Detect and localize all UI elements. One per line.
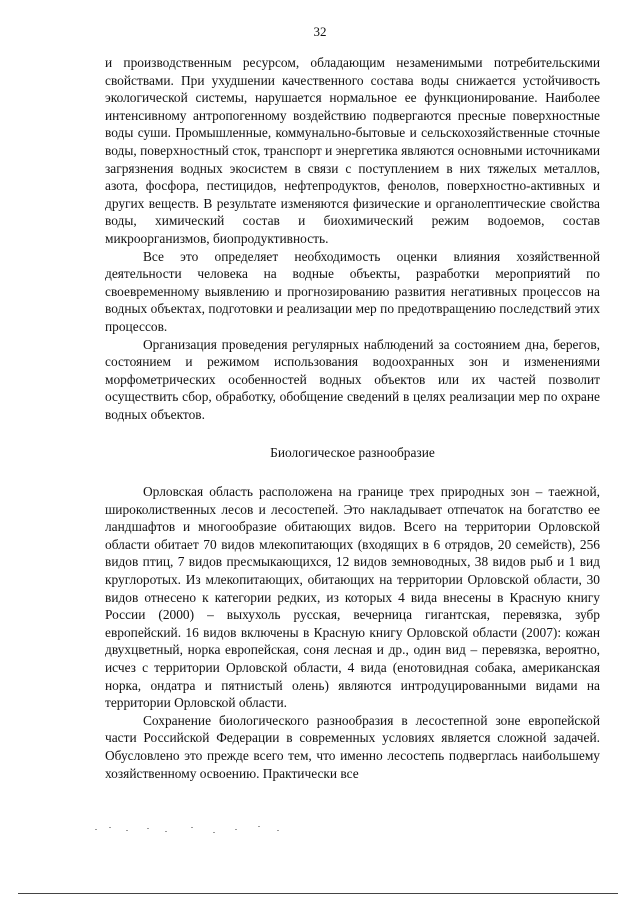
page-number: 32	[313, 24, 327, 39]
footer-rule	[18, 893, 618, 894]
scan-noise	[95, 826, 295, 834]
paragraph-biodiversity: Орловская область расположена на границе трех природных зон – таежной, широколиственных лесов и лесостепей. Это накладывает отпечаток на богатство ее ландшафтов и многообразие обитающих видов. Всего на территории Орловской области обитает 70 видов млекопитающих (входящих в 6 отрядов, 20 семейств), 256 видов птиц, 7 видов пресмыкающихся, 12 видов земноводных, 38 видов рыб и 1 вид круглоротых. Из млекопитающих, обитающих на территории Орловской области, 30 видов отнесено к категории редких, из которых 4 вида внесены в Красную книгу России (2000) – выхухоль русская, вечерница гигантская, перевязка, зубр европейский. 16 видов включены в Красную книгу Орловской области (2007): кожан двухцветный, норка европейская, соня лесная и др., один вид – перевязка, вероятно, исчез с территории Орловской области, 4 вида (енотовидная собака, американская норка, ондатра и пятнистый олень) являются интродуцированными видами на территории Орловской области.	[105, 484, 600, 711]
paragraph-monitoring: Организация проведения регулярных наблюдений за состоянием дна, берегов, состоянием и режимом использования водоохранных зон и изменениями морфометрических особенностей водных объектов или их частей позволит осуществить сбор, обработку, обобщение сведений в целях реализации мер по охране водных объектов.	[105, 336, 600, 422]
paragraph-water-pollution: и производственным ресурсом, обладающим незаменимыми потребительскими свойствами. При ухудшении качественного состава воды снижается устойчивость экологической системы, нарушается нормальное ее функционирование. Наиболее интенсивному антропогенному воздействию подвергаются пресные поверхностные воды суши. Промышленные, коммунально-бытовые и сельскохозяйственные сточные воды, поверхностный сток, транспорт и энергетика являются основными источниками загрязнения водных экосистем в связи с поступлением в них тяжелых металлов, азота, фосфора, пестицидов, нефтепродуктов, фенолов, поверхностно-активных и других веществ. В результате изменяются физические и органолептические свойства воды, химический состав и биохимический режим водоемов, состав микроорганизмов, биопродуктивность.	[105, 55, 600, 246]
page-body	[105, 54, 600, 782]
section-heading: Биологическое разнообразие	[270, 445, 435, 461]
paragraph-conservation: Сохранение биологического разнообразия в лесостепной зоне европейской части Российской Федерации в современных условиях является сложной задачей. Обусловлено это прежде всего тем, что именно лесостепь подверглась наибольшему хозяйственному освоению. Практически все	[105, 712, 600, 781]
paragraph-impact-assessment: Все это определяет необходимость оценки влияния хозяйственной деятельности человека на водные объекты, разработки мероприятий по своевременному выявлению и прогнозированию развития негативных процессов на водных объектах, подготовки и реализации мер по предотвращению последствий этих процессов.	[105, 248, 600, 334]
